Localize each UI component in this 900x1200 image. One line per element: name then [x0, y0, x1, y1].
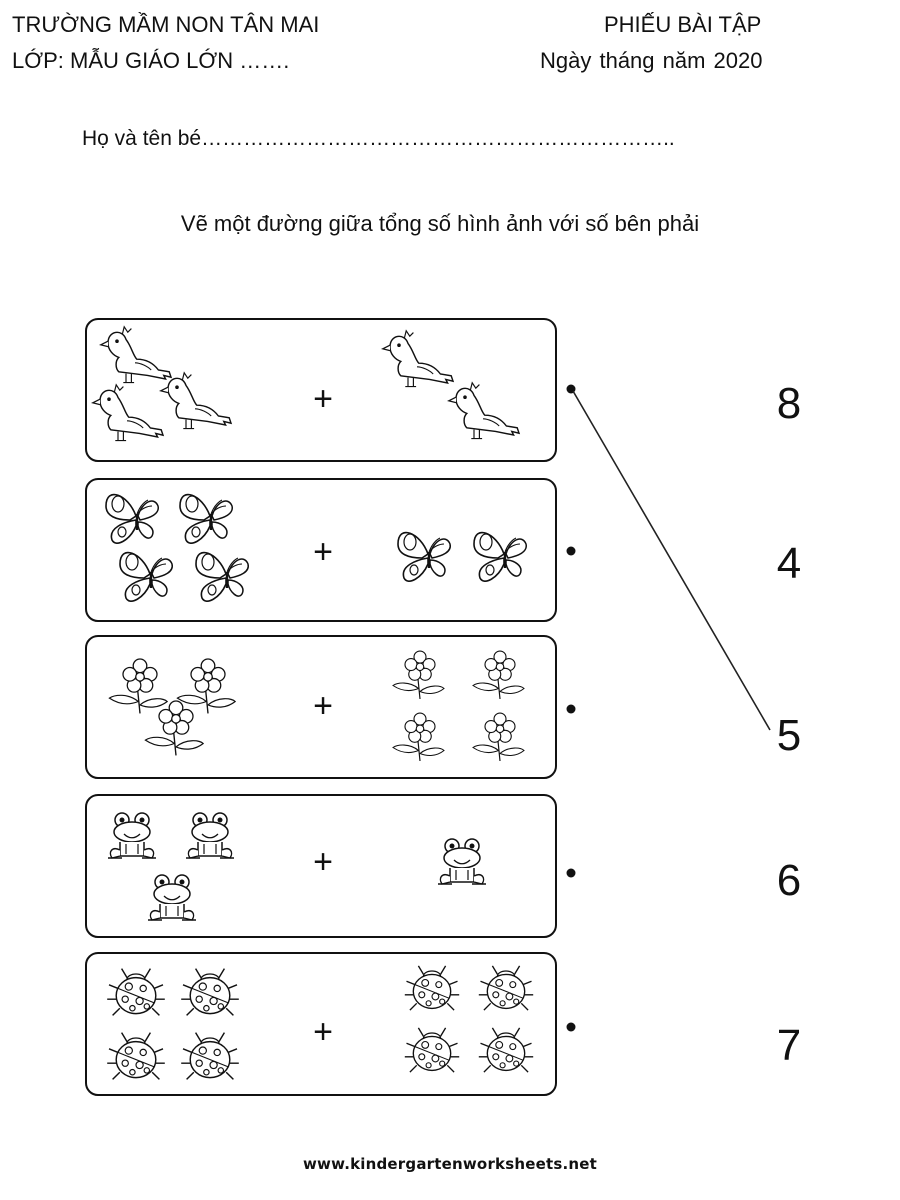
exercise-row-2 — [86, 479, 576, 621]
connection-dot[interactable] — [567, 1023, 576, 1032]
bird-icon — [383, 331, 453, 387]
exercise-row-4 — [86, 795, 576, 937]
instruction-text: Vẽ một đường giữa tổng số hình ảnh với số bên phải — [180, 211, 700, 236]
plus-sign: + — [313, 843, 333, 881]
school-name: TRƯỜNG MẦM NON TÂN MAI — [12, 12, 320, 37]
plus-sign: + — [313, 687, 333, 725]
ladybug-icon — [405, 966, 459, 1010]
butterfly-icon — [474, 533, 526, 582]
plus-sign: + — [313, 1013, 333, 1051]
website-footer: www.kindergartenworksheets.net — [302, 1155, 597, 1173]
ladybug-icon — [181, 1033, 239, 1080]
ladybug-icon — [107, 969, 165, 1016]
frog-icon — [148, 875, 196, 920]
bird-icon — [449, 383, 519, 439]
flower-icon — [473, 651, 524, 699]
frog-icon — [108, 813, 156, 858]
ladybug-icon — [107, 1033, 165, 1080]
butterfly-icon — [120, 553, 172, 602]
connection-dot[interactable] — [567, 869, 576, 878]
exercise-row-3 — [86, 636, 576, 778]
plus-sign: + — [313, 533, 333, 571]
ladybug-icon — [479, 1028, 533, 1072]
class-name: LỚP: MẪU GIÁO LỚN ……. — [12, 48, 290, 73]
bird-icon — [161, 373, 231, 429]
answer-number-6[interactable]: 6 — [776, 856, 802, 905]
frog-icon — [438, 839, 486, 884]
connection-dot[interactable] — [567, 705, 576, 714]
ladybug-icon — [479, 966, 533, 1010]
flower-icon — [145, 701, 203, 755]
connection-dot[interactable] — [567, 547, 576, 556]
ladybug-icon — [405, 1028, 459, 1072]
flower-icon — [393, 651, 444, 699]
answer-number-5[interactable]: 5 — [776, 711, 802, 760]
flower-icon — [109, 659, 167, 713]
date-line: Ngày tháng năm 2020 — [540, 48, 763, 73]
plus-sign: + — [313, 380, 333, 418]
worksheet-title: PHIẾU BÀI TẬP — [604, 12, 762, 37]
flower-icon — [393, 713, 444, 761]
bird-icon — [101, 327, 171, 383]
bird-icon — [93, 385, 163, 441]
student-name-line: Họ và tên bé………………………………………………………….. — [82, 127, 675, 150]
butterfly-icon — [398, 533, 450, 582]
answer-number-8[interactable]: 8 — [776, 379, 802, 428]
exercise-row-1 — [86, 319, 576, 461]
answer-number-4[interactable]: 4 — [776, 539, 802, 588]
butterfly-icon — [180, 495, 232, 544]
answer-number-7[interactable]: 7 — [776, 1021, 802, 1070]
flower-icon — [473, 713, 524, 761]
butterfly-icon — [196, 553, 248, 602]
drawn-matching-line — [573, 391, 770, 730]
flower-icon — [177, 659, 235, 713]
frog-icon — [186, 813, 234, 858]
ladybug-icon — [181, 969, 239, 1016]
exercise-row-5 — [86, 953, 576, 1095]
butterfly-icon — [106, 495, 158, 544]
